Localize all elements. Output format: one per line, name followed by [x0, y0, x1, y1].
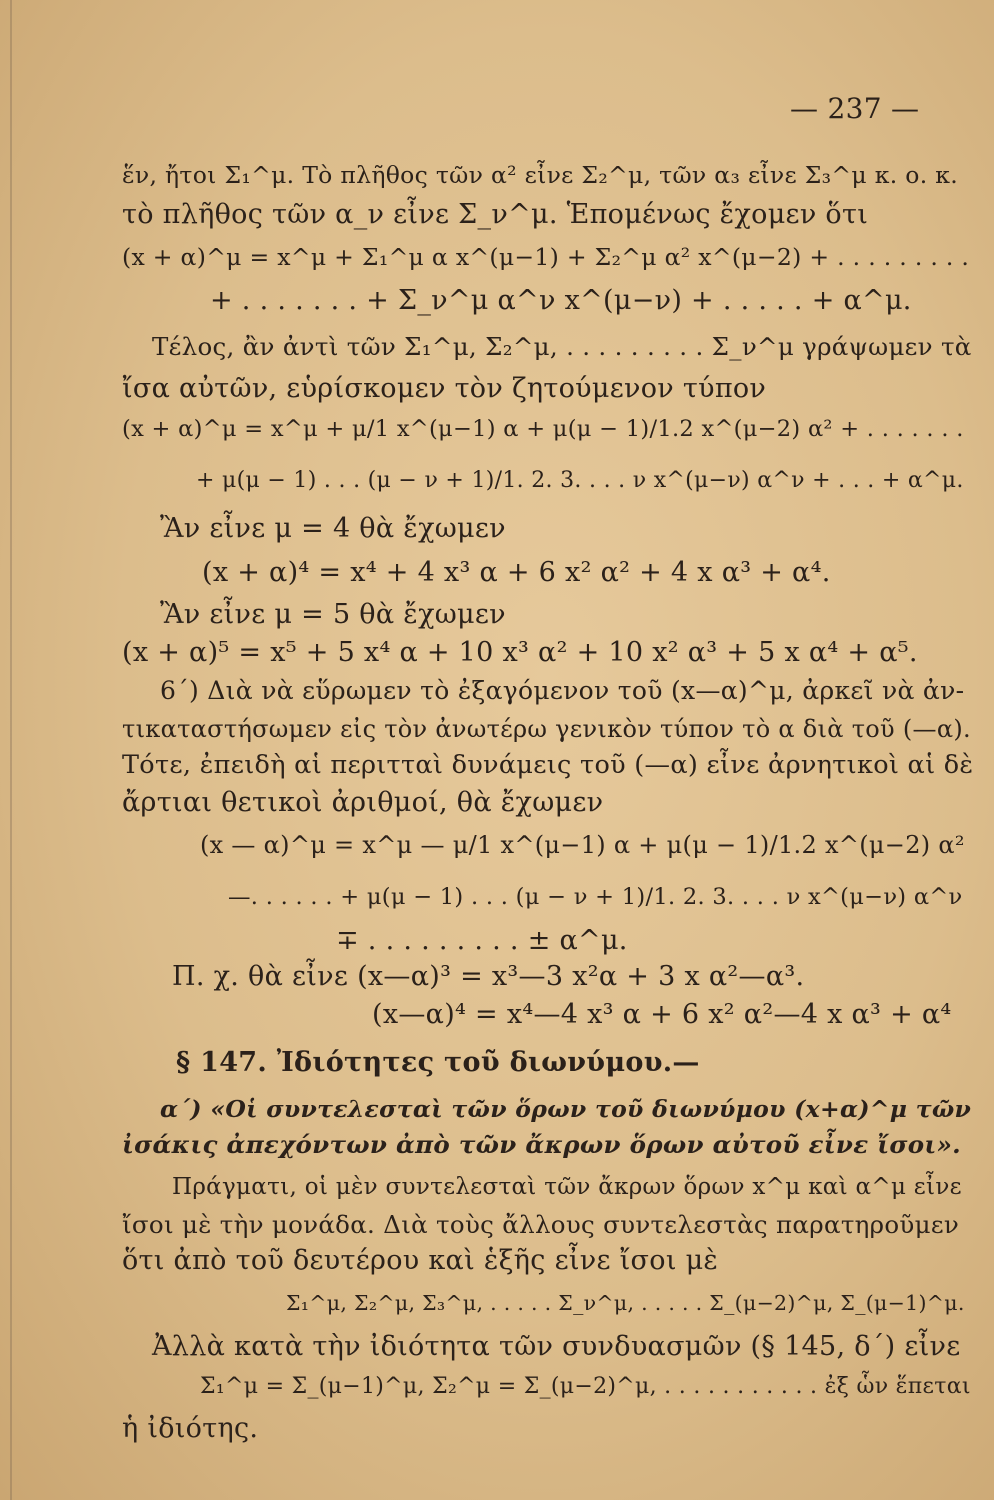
text-line-3: Τέλος, ἂν ἀντὶ τῶν Σ₁^μ, Σ₂^μ, . . . . . . . . . Σ_ν^μ γράψωμεν τὰ	[152, 332, 972, 361]
formula-negative-2: —. . . . . . + μ(μ − 1) . . . (μ − ν + 1)/1. 2. 3. . . . ν x^(μ−ν) α^ν	[228, 884, 963, 910]
formula-general-1: (x + α)^μ = x^μ + μ/1 x^(μ−1) α + μ(μ − 1)/1.2 x^(μ−2) α² + . . . . . . .	[122, 416, 964, 442]
text-line-15: ἡ ἰδιότης.	[122, 1413, 259, 1444]
text-line-1: ἕν, ἤτοι Σ₁^μ. Τὸ πλῆθος τῶν α² εἶνε Σ₂^μ, τῶν α₃ εἶνε Σ₃^μ κ. ο. κ.	[122, 161, 959, 189]
text-line-14: Ἀλλὰ κατὰ τὴν ἰδιότητα τῶν συνδυασμῶν (§ 145, δ΄) εἶνε	[152, 1331, 961, 1362]
text-line-2: τὸ πλῆθος τῶν α_ν εἶνε Σ_ν^μ. Ἑπομένως ἔχομεν ὅτι	[122, 199, 869, 230]
example-fourth: (x—α)⁴ = x⁴—4 x³ α + 6 x² α²—4 x α³ + α⁴	[372, 999, 952, 1030]
page-number: — 237 —	[790, 92, 920, 125]
left-margin-line	[10, 0, 12, 1500]
text-line-6: Ἂν εἶνε μ = 5 θὰ ἔχωμεν	[160, 599, 506, 630]
formula-binomial-2: + . . . . . . . + Σ_ν^μ α^ν x^(μ−ν) + . . . . . + α^μ.	[210, 285, 912, 316]
formula-sigma-equal: Σ₁^μ = Σ_(μ−1)^μ, Σ₂^μ = Σ_(μ−2)^μ, . . . . . . . . . . . ἐξ ὧν ἕπεται	[200, 1374, 971, 1399]
section-heading: § 147. Ἰδιότητες τοῦ διωνύμου.—	[176, 1047, 700, 1078]
text-line-7: 6΄) Διὰ νὰ εὕρωμεν τὸ ἐξαγόμενον τοῦ (x—α)^μ, ἀρκεῖ νὰ ἀν-	[160, 676, 965, 705]
theorem-line-1: α΄) «Οἱ συντελεσταὶ τῶν ὅρων τοῦ διωνύμου (x+α)^μ τῶν	[160, 1095, 972, 1123]
example-cube: Π. χ. θὰ εἶνε (x—α)³ = x³—3 x²α + 3 x α²—α³.	[172, 961, 805, 992]
text-line-11: Πράγματι, οἱ μὲν συντελεσταὶ τῶν ἄκρων ὅρων x^μ καὶ α^μ εἶνε	[172, 1174, 962, 1200]
text-line-10: ἄρτιαι θετικοὶ ἀριθμοί, θὰ ἔχωμεν	[122, 787, 604, 818]
text-line-5: Ἂν εἶνε μ = 4 θὰ ἔχωμεν	[160, 513, 506, 544]
theorem-line-2: ἰσάκις ἀπεχόντων ἀπὸ τῶν ἄκρων ὅρων αὐτοῦ εἶνε ἴσοι».	[122, 1130, 962, 1159]
formula-power-4: (x + α)⁴ = x⁴ + 4 x³ α + 6 x² α² + 4 x α³ + α⁴.	[202, 557, 831, 588]
formula-negative-1: (x — α)^μ = x^μ — μ/1 x^(μ−1) α + μ(μ − 1)/1.2 x^(μ−2) α²	[200, 831, 965, 859]
text-line-4: ἴσα αὐτῶν, εὑρίσκομεν τὸν ζητούμενον τύπον	[122, 373, 767, 404]
formula-sigma-list: Σ₁^μ, Σ₂^μ, Σ₃^μ, . . . . . Σ_ν^μ, . . . . . Σ_(μ−2)^μ, Σ_(μ−1)^μ.	[286, 1291, 965, 1315]
text-line-9: Τότε, ἐπειδὴ αἱ περιτταὶ δυνάμεις τοῦ (—α) εἶνε ἀρνητικοὶ αἱ δὲ	[122, 750, 974, 780]
text-line-8: τικαταστήσωμεν εἰς τὸν ἀνωτέρω γενικὸν τύπον τὸ α διὰ τοῦ (—α).	[122, 715, 971, 743]
formula-binomial-1: (x + α)^μ = x^μ + Σ₁^μ α x^(μ−1) + Σ₂^μ α² x^(μ−2) + . . . . . . . . .	[122, 243, 970, 271]
formula-negative-3: ∓ . . . . . . . . . ± α^μ.	[336, 925, 628, 956]
formula-power-5: (x + α)⁵ = x⁵ + 5 x⁴ α + 10 x³ α² + 10 x² α³ + 5 x α⁴ + α⁵.	[122, 637, 918, 668]
text-line-12: ἴσοι μὲ τὴν μονάδα. Διὰ τοὺς ἄλλους συντελεστὰς παρατηροῦμεν	[122, 1210, 960, 1239]
formula-general-2: + μ(μ − 1) . . . (μ − ν + 1)/1. 2. 3. . . . ν x^(μ−ν) α^ν + . . . + α^μ.	[196, 468, 964, 493]
text-line-13: ὅτι ἀπὸ τοῦ δευτέρου καὶ ἑξῆς εἶνε ἴσοι μὲ	[122, 1245, 719, 1276]
